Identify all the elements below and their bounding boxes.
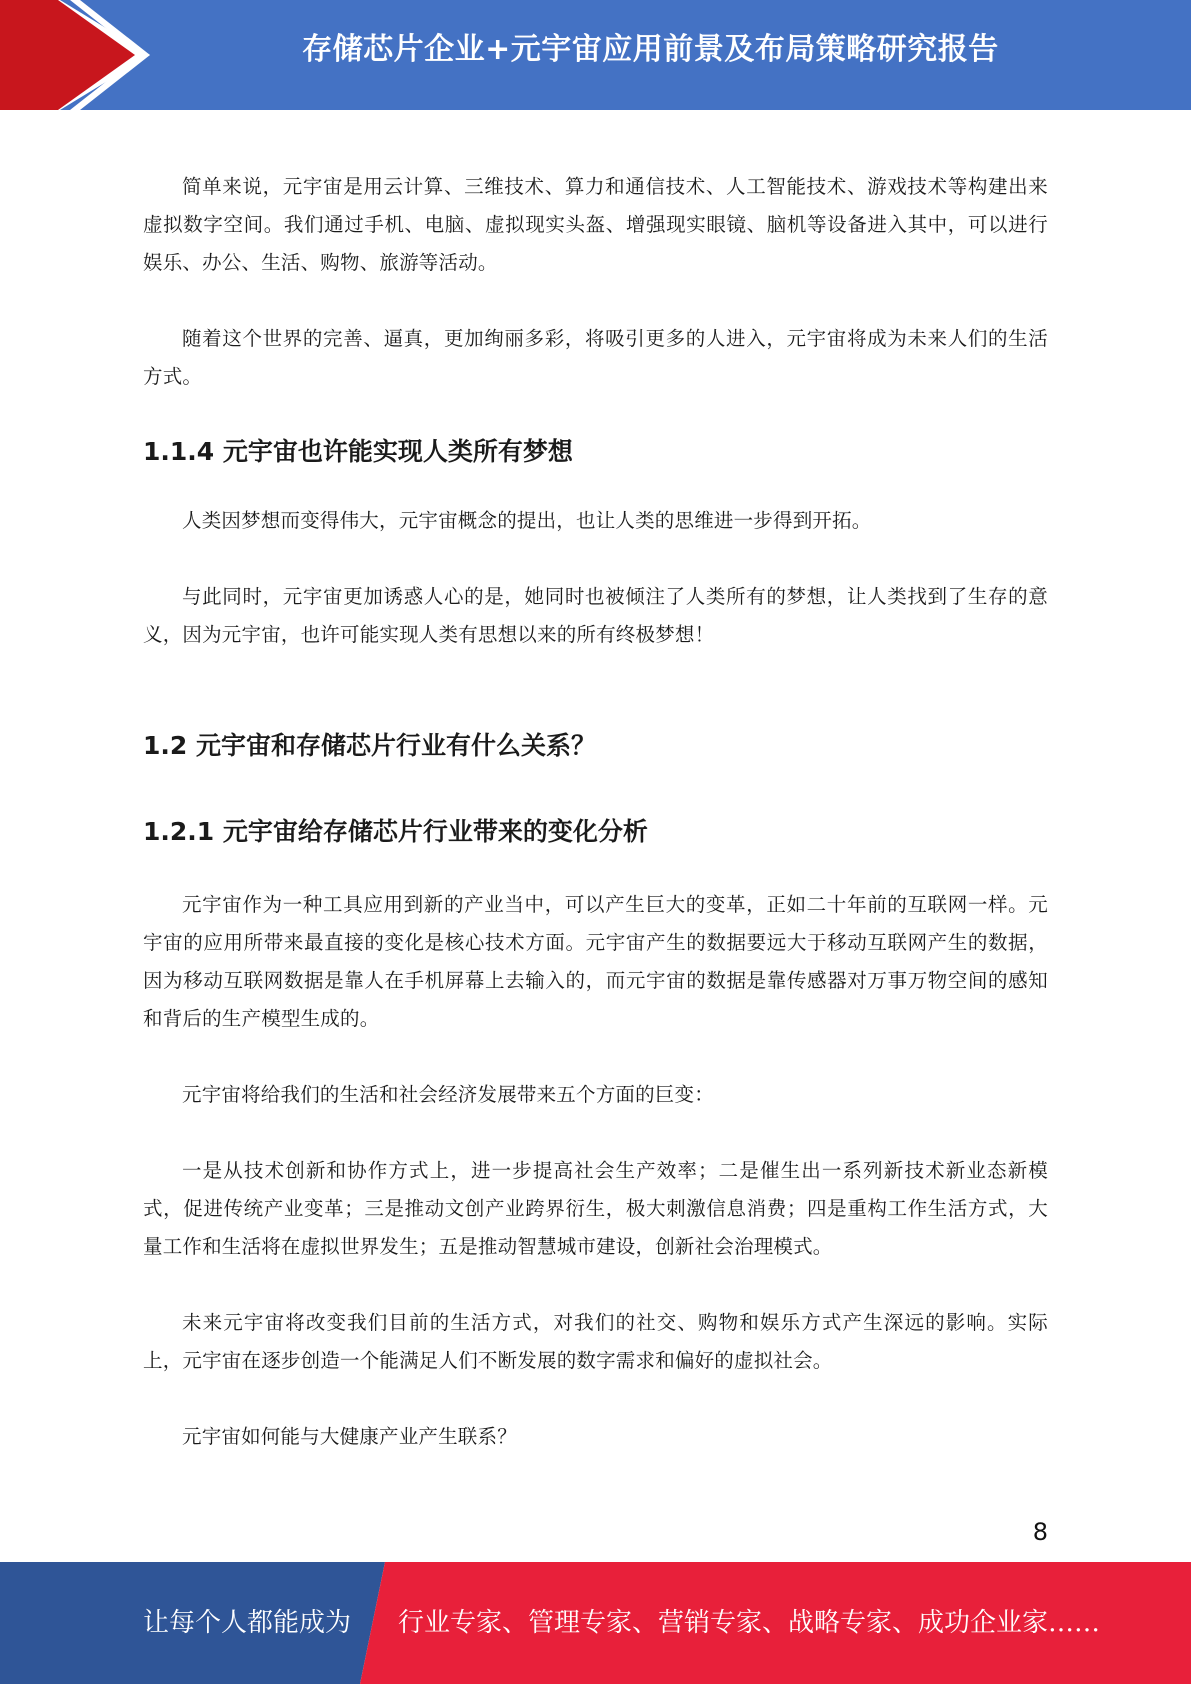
paragraph-future: 未来元宇宙将改变我们目前的生活方式，对我们的社交、购物和娱乐方式产生深远的影响。实际上，元宇宙在逐步创造一个能满足人们不断发展的数字需求和偏好的虚拟社会。 <box>143 1311 1048 1372</box>
paragraph-dreams: 人类因梦想而变得伟大，元宇宙概念的提出，也让人类的思维进一步得到开拓。 <box>182 509 872 532</box>
paragraph-five-changes-intro: 元宇宙将给我们的生活和社会经济发展带来五个方面的巨变： <box>182 1083 714 1106</box>
header-chevron-icon <box>0 0 150 110</box>
paragraph-lifestyle: 随着这个世界的完善、逼真，更加绚丽多彩，将吸引更多的人进入，元宇宙将成为未来人们的生活方式。 <box>143 327 1048 388</box>
paragraph-meaning: 与此同时，元宇宙更加诱惑人心的是，她同时也被倾注了人类所有的梦想，让人类找到了生存的意义，因为元宇宙，也许可能实现人类有思想以来的所有终极梦想！ <box>143 585 1048 646</box>
page-footer <box>0 1562 1191 1684</box>
paragraph-five-changes: 一是从技术创新和协作方式上，进一步提高社会生产效率；二是催生出一系列新技术新业态新模式，促进传统产业变革；三是推动文创产业跨界衍生，极大刺激信息消费；四是重构工作生活方式，大量工作和生活将在虚拟世界发生；五是推动智慧城市建设，创新社会治理模式。 <box>143 1159 1048 1258</box>
page-header <box>0 0 1191 110</box>
section-heading-1-2: 1.2 元宇宙和存储芯片行业有什么关系？ <box>143 731 596 760</box>
paragraph-metaverse-definition: 简单来说，元宇宙是用云计算、三维技术、算力和通信技术、人工智能技术、游戏技术等构建出来虚拟数字空间。我们通过手机、电脑、虚拟现实头盔、增强现实眼镜、脑机等设备进入其中，可以进行娱乐、办公、生活、购物、旅游等活动。 <box>143 175 1048 274</box>
section-heading-1-2-1: 1.2.1 元宇宙给存储芯片行业带来的变化分析 <box>143 817 648 846</box>
footer-slogan-left: 让每个人都能成为 <box>143 1608 352 1638</box>
footer-slogan-right: 行业专家、管理专家、营销专家、战略专家、成功企业家…… <box>398 1608 1101 1638</box>
page-number: 8 <box>1032 1518 1048 1546</box>
document-body <box>143 168 1048 1456</box>
paragraph-transformation: 元宇宙作为一种工具应用到新的产业当中，可以产生巨大的变革，正如二十年前的互联网一样。元宇宙的应用所带来最直接的变化是核心技术方面。元宇宙产生的数据要远大于移动互联网产生的数据，因为移动互联网数据是靠人在手机屏幕上去输入的，而元宇宙的数据是靠传感器对万事万物空间的感知和背后的生产模型生成的。 <box>143 893 1048 1030</box>
section-heading-1-1-4: 1.1.4 元宇宙也许能实现人类所有梦想 <box>143 437 573 466</box>
paragraph-health-question: 元宇宙如何能与大健康产业产生联系？ <box>182 1425 517 1448</box>
report-title: 存储芯片企业+元宇宙应用前景及布局策略研究报告 <box>302 32 999 67</box>
